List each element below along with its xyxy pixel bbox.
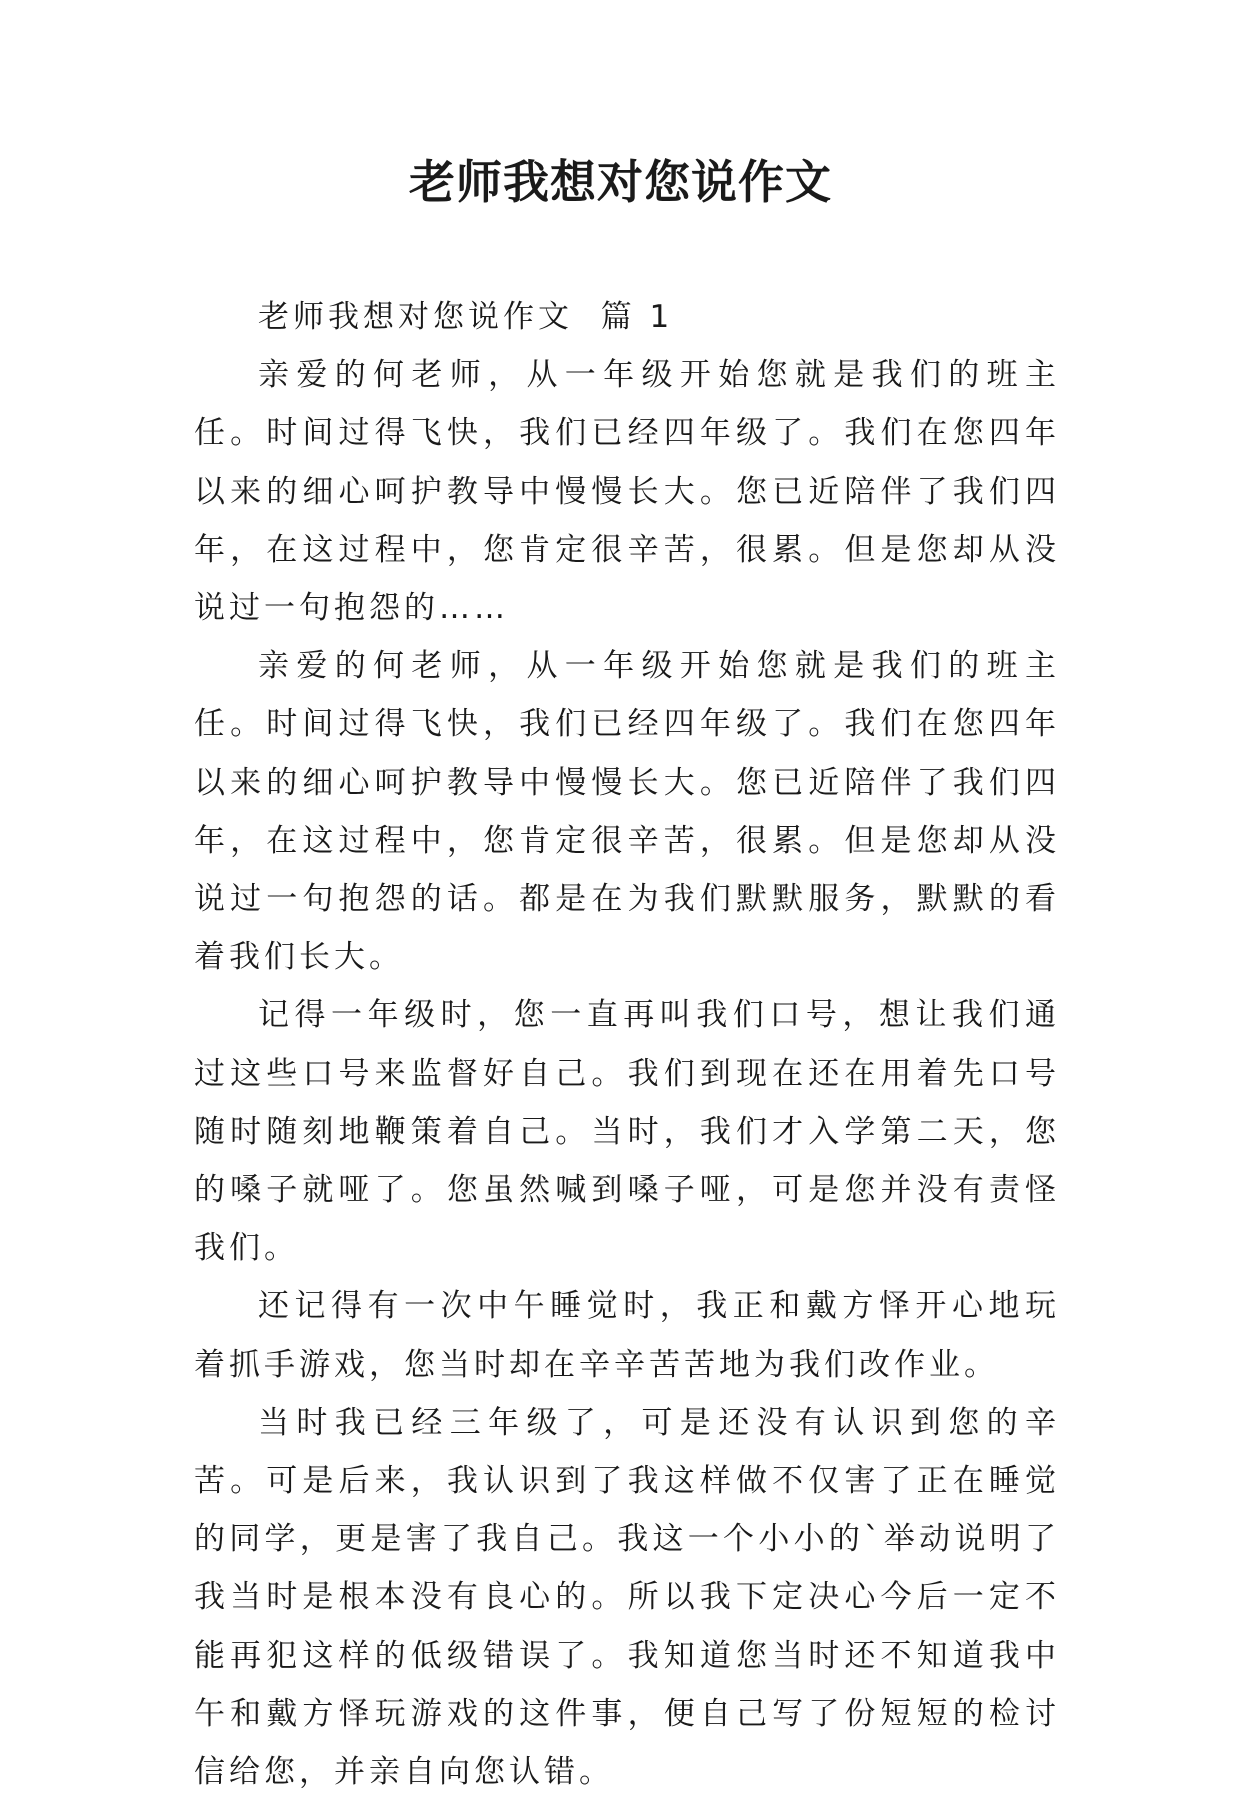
document-body [194,288,1060,1801]
document-title: 老师我想对您说作文 [409,155,832,209]
paragraph-5: 当时我已经三年级了，可是还没有认识到您的辛苦。可是后来，我认识到了我这样做不仅害了正在睡觉的同学，更是害了我自己。我这一个小小的`举动说明了我当时是根本没有良心的。所以我下定决心今后一定不能再犯这样的低级错误了。我知道您当时还不知道我中午和戴方怿玩游戏的这件事，便自己写了份短短的检讨信给您，并亲自向您认错。 [194,1404,1060,1791]
paragraph-2: 亲爱的何老师，从一年级开始您就是我们的班主任。时间过得飞快，我们已经四年级了。我们在您四年以来的细心呵护教导中慢慢长大。您已近陪伴了我们四年，在这过程中，您肯定很辛苦，很累。但是您却从没说过一句抱怨的话。都是在为我们默默服务，默默的看着我们长大。 [194,648,1060,976]
paragraph-4: 还记得有一次中午睡觉时，我正和戴方怿开心地玩着抓手游戏，您当时却在辛辛苦苦地为我们改作业。 [194,1288,1060,1383]
paragraph-1: 亲爱的何老师，从一年级开始您就是我们的班主任。时间过得飞快，我们已经四年级了。我们在您四年以来的细心呵护教导中慢慢长大。您已近陪伴了我们四年，在这过程中，您肯定很辛苦，很累。但是您却从没说过一句抱怨的…… [194,357,1060,627]
paragraph-3: 记得一年级时，您一直再叫我们口号，想让我们通过这些口号来监督好自己。我们到现在还在用着先口号随时随刻地鞭策着自己。当时，我们才入学第二天，您的嗓子就哑了。您虽然喊到嗓子哑，可是您并没有责怪我们。 [194,997,1060,1267]
section-heading: 老师我想对您说作文 篇 1 [258,299,674,335]
